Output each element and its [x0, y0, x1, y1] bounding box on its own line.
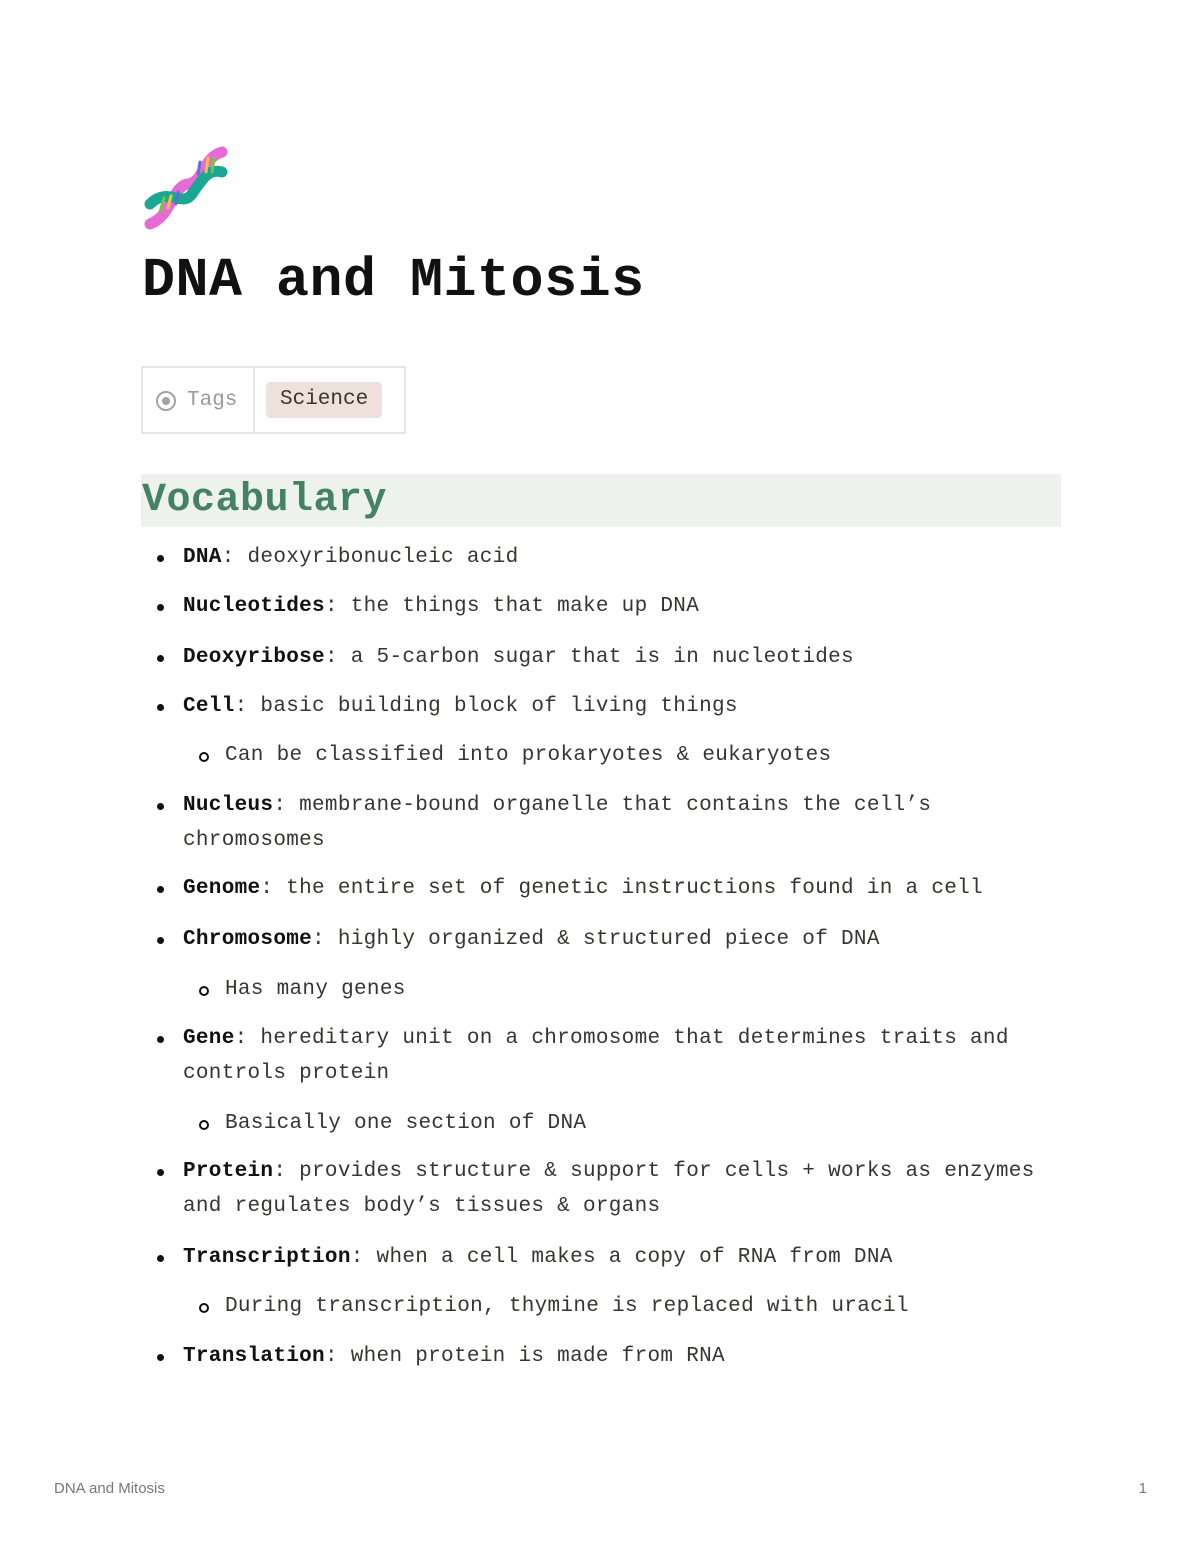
vocab-definition: Has many genes — [225, 978, 406, 1001]
vocab-definition: : deoxyribonucleic acid — [221, 546, 519, 569]
bullet-icon — [157, 655, 164, 662]
page-icon — [142, 146, 228, 232]
vocab-term: Chromosome — [183, 928, 313, 951]
vocab-term: Cell — [183, 695, 235, 718]
hollow-bullet-icon — [199, 1120, 209, 1130]
list-item — [183, 922, 1073, 957]
vocab-definition: Can be classified into prokaryotes & eukaryotes — [225, 744, 832, 767]
vocab-term: DNA — [183, 546, 222, 569]
list-item — [183, 640, 1073, 675]
list-item — [183, 871, 1073, 906]
list-item — [183, 788, 1073, 858]
vocab-term: Translation — [183, 1345, 325, 1368]
list-item — [225, 972, 1075, 1007]
list-item — [183, 689, 1073, 724]
vocab-term: Deoxyribose — [183, 646, 325, 669]
tag-chip[interactable]: Science — [266, 382, 382, 418]
tags-label: Tags — [187, 388, 238, 412]
vocab-definition: : membrane-bound organelle that contains the cell’s chromosomes — [183, 794, 932, 852]
vocab-definition: During transcription, thymine is replaced with uracil — [225, 1295, 909, 1318]
bullet-icon — [157, 555, 164, 562]
bullet-icon — [157, 1255, 164, 1262]
list-item — [183, 540, 1073, 575]
bullet-icon — [157, 803, 164, 810]
bullet-icon — [157, 886, 164, 893]
vocab-term: Nucleus — [183, 794, 274, 817]
list-item — [183, 589, 1073, 624]
vocab-term: Transcription — [183, 1246, 351, 1269]
vocab-definition: : highly organized & structured piece of DNA — [312, 928, 880, 951]
list-item — [225, 1289, 1075, 1324]
vocab-term: Genome — [183, 877, 261, 900]
bullet-icon — [157, 1354, 164, 1361]
tags-property-value[interactable] — [255, 368, 404, 432]
vocab-definition: : when a cell makes a copy of RNA from DNA — [350, 1246, 893, 1269]
list-item — [225, 738, 1075, 773]
list-item — [183, 1021, 1073, 1091]
vocab-term: Gene — [183, 1027, 235, 1050]
vocab-term: Protein — [183, 1160, 274, 1183]
vocab-term: Nucleotides — [183, 595, 325, 618]
section-heading: Vocabulary — [141, 474, 1061, 527]
tag-circle-icon — [155, 389, 177, 411]
hollow-bullet-icon — [199, 752, 209, 762]
hollow-bullet-icon — [199, 1303, 209, 1313]
footer-page-number: 1 — [1138, 1480, 1147, 1497]
dna-emoji-icon — [142, 146, 228, 232]
bullet-icon — [157, 1169, 164, 1176]
vocab-definition: : provides structure & support for cells + works as enzymes and regulates body’s tissues & organs — [183, 1160, 1035, 1218]
vocab-definition: : the entire set of genetic instructions found in a cell — [260, 877, 983, 900]
list-item — [183, 1339, 1073, 1374]
bullet-icon — [157, 1036, 164, 1043]
properties-table — [141, 366, 406, 434]
hollow-bullet-icon — [199, 986, 209, 996]
vocab-definition: : basic building block of living things — [234, 695, 738, 718]
list-item — [183, 1240, 1073, 1275]
bullet-icon — [157, 604, 164, 611]
footer-doc-title: DNA and Mitosis — [54, 1480, 165, 1497]
vocab-definition: : the things that make up DNA — [324, 595, 700, 618]
list-item — [183, 1154, 1073, 1224]
vocab-definition: : when protein is made from RNA — [324, 1345, 725, 1368]
bullet-icon — [157, 704, 164, 711]
page-title: DNA and Mitosis — [142, 249, 645, 312]
vocab-definition: Basically one section of DNA — [225, 1112, 587, 1135]
tags-property-key[interactable] — [143, 368, 255, 432]
list-item — [225, 1106, 1075, 1141]
bullet-icon — [157, 937, 164, 944]
vocab-definition: : a 5-carbon sugar that is in nucleotides — [324, 646, 854, 669]
vocab-definition: : hereditary unit on a chromosome that determines traits and controls protein — [183, 1027, 1009, 1085]
